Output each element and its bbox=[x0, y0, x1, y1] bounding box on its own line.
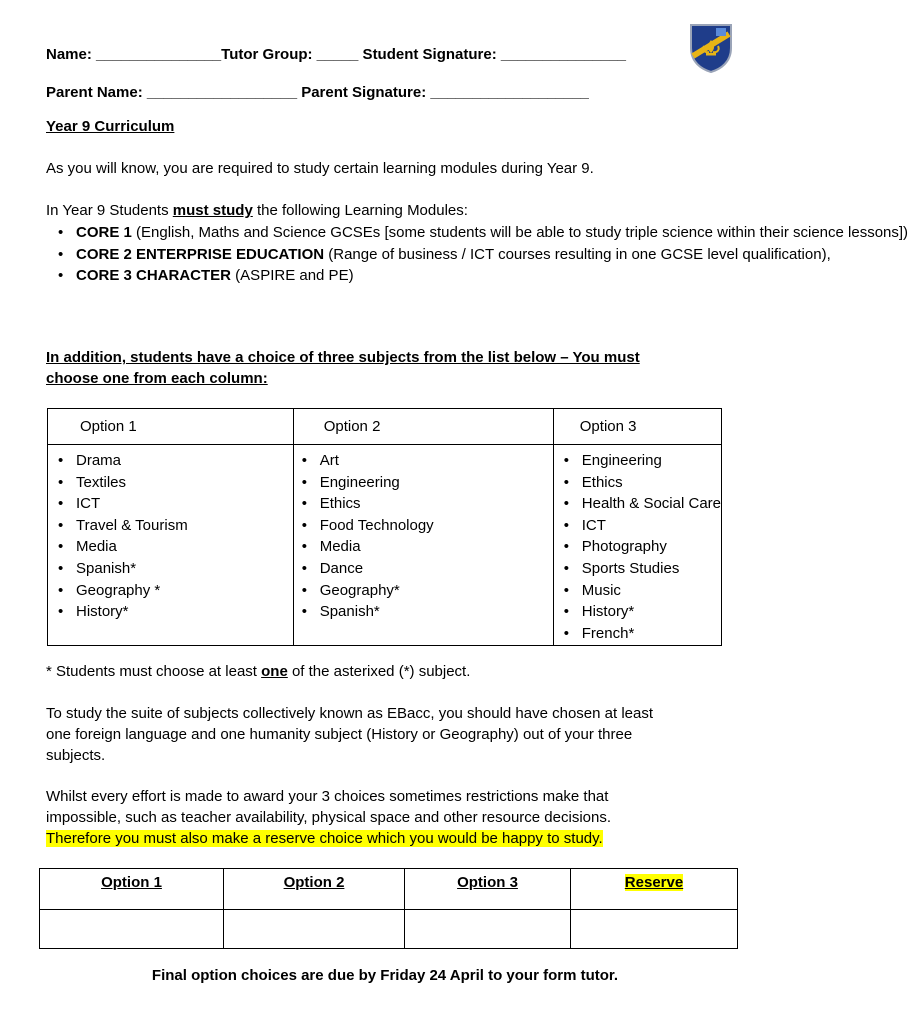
ebacc-text-line-3: subjects. bbox=[46, 747, 106, 764]
student-details-line: Name: _______________Tutor Group: _____ Student Signature: _______________ bbox=[46, 46, 627, 63]
list-item: • Spanish* bbox=[292, 601, 553, 623]
choice-cell-option-2[interactable] bbox=[224, 910, 405, 949]
list-item: • Textiles bbox=[48, 472, 293, 494]
list-item: • Ethics bbox=[554, 472, 721, 494]
list-item: • Media bbox=[48, 536, 293, 558]
school-crest-icon bbox=[688, 22, 734, 74]
core-item: • CORE 3 CHARACTER (ASPIRE and PE) bbox=[48, 265, 738, 287]
list-item: • Food Technology bbox=[292, 515, 553, 537]
option-1-list bbox=[48, 450, 293, 623]
options-header-3: Option 3 bbox=[553, 409, 721, 445]
list-item: • Music bbox=[554, 580, 721, 602]
choice-header-option-1: Option 1 bbox=[40, 869, 224, 910]
effort-text-line-2: impossible, such as teacher availability, physical space and other resource decisions. bbox=[46, 809, 612, 826]
option-2-list bbox=[292, 450, 553, 623]
list-item: • Travel & Tourism bbox=[48, 515, 293, 537]
list-item: • Engineering bbox=[554, 450, 721, 472]
must-study-suffix: the following Learning Modules: bbox=[252, 202, 468, 219]
list-item: • Geography * bbox=[48, 580, 293, 602]
list-item: • ICT bbox=[554, 515, 721, 537]
option-3-column bbox=[553, 445, 721, 646]
list-item: • Dance bbox=[292, 558, 553, 580]
list-item: • Sports Studies bbox=[554, 558, 721, 580]
choice-cell-option-1[interactable] bbox=[40, 910, 224, 949]
list-item: • Ethics bbox=[292, 493, 553, 515]
must-study-emphasis: must study bbox=[172, 202, 253, 219]
intro-text: As you will know, you are required to study certain learning modules during Year 9. bbox=[46, 160, 594, 177]
list-item: • Drama bbox=[48, 450, 293, 472]
effort-text-line-1: Whilst every effort is made to award your 3 choices sometimes restrictions make that bbox=[46, 788, 609, 805]
core-modules-list bbox=[48, 222, 908, 287]
core-item: • CORE 2 ENTERPRISE EDUCATION (Range of business / ICT courses resulting in one GCSE level qualification), bbox=[48, 244, 738, 266]
deadline-footer: Final option choices are due by Friday 24 April to your form tutor. bbox=[151, 967, 619, 984]
options-header-1: Option 1 bbox=[48, 409, 294, 445]
reserve-instruction bbox=[46, 829, 603, 849]
ebacc-text-line-2: one foreign language and one humanity subject (History or Geography) out of your three bbox=[46, 726, 633, 743]
options-header-2: Option 2 bbox=[293, 409, 553, 445]
choice-heading-cont: choose one from each column: bbox=[46, 370, 268, 387]
choice-header-reserve: Reserve bbox=[571, 869, 738, 910]
choice-header-option-3: Option 3 bbox=[405, 869, 571, 910]
list-item: • Art bbox=[292, 450, 553, 472]
asterisk-note: * Students must choose at least one of the asterixed (*) subject. bbox=[46, 663, 471, 680]
choice-header-option-2: Option 2 bbox=[224, 869, 405, 910]
must-study-prefix: In Year 9 Students bbox=[46, 202, 173, 219]
list-item: • Photography bbox=[554, 536, 721, 558]
list-item: • Health & Social Care bbox=[554, 493, 721, 515]
list-item: • History* bbox=[554, 601, 721, 623]
list-item: • History* bbox=[48, 601, 293, 623]
list-item: • Geography* bbox=[292, 580, 553, 602]
list-item: • ICT bbox=[48, 493, 293, 515]
choice-cell-reserve[interactable] bbox=[571, 910, 738, 949]
options-table bbox=[47, 408, 722, 646]
list-item: • Engineering bbox=[292, 472, 553, 494]
ebacc-text-line-1: To study the suite of subjects collectively known as EBacc, you should have chosen at least bbox=[46, 705, 654, 722]
list-item: • Media bbox=[292, 536, 553, 558]
list-item: • French* bbox=[554, 623, 721, 645]
list-item: • Spanish* bbox=[48, 558, 293, 580]
choice-entry-table bbox=[39, 868, 738, 949]
option-2-column bbox=[293, 445, 553, 646]
page-title: Year 9 Curriculum bbox=[46, 118, 175, 135]
choice-heading: In addition, students have a choice of three subjects from the list below – You must bbox=[46, 349, 640, 366]
highlighted-text: Therefore you must also make a reserve choice which you would be happy to study. bbox=[46, 830, 603, 847]
option-1-column bbox=[48, 445, 294, 646]
core-item: • CORE 1 (English, Maths and Science GCSEs [some students will be able to study triple science within their science lessons]) bbox=[48, 222, 738, 244]
must-study-text bbox=[46, 201, 468, 221]
choice-cell-option-3[interactable] bbox=[405, 910, 571, 949]
option-3-list bbox=[554, 450, 721, 644]
parent-details-line: Parent Name: __________________ Parent Signature: ___________________ bbox=[46, 84, 589, 101]
